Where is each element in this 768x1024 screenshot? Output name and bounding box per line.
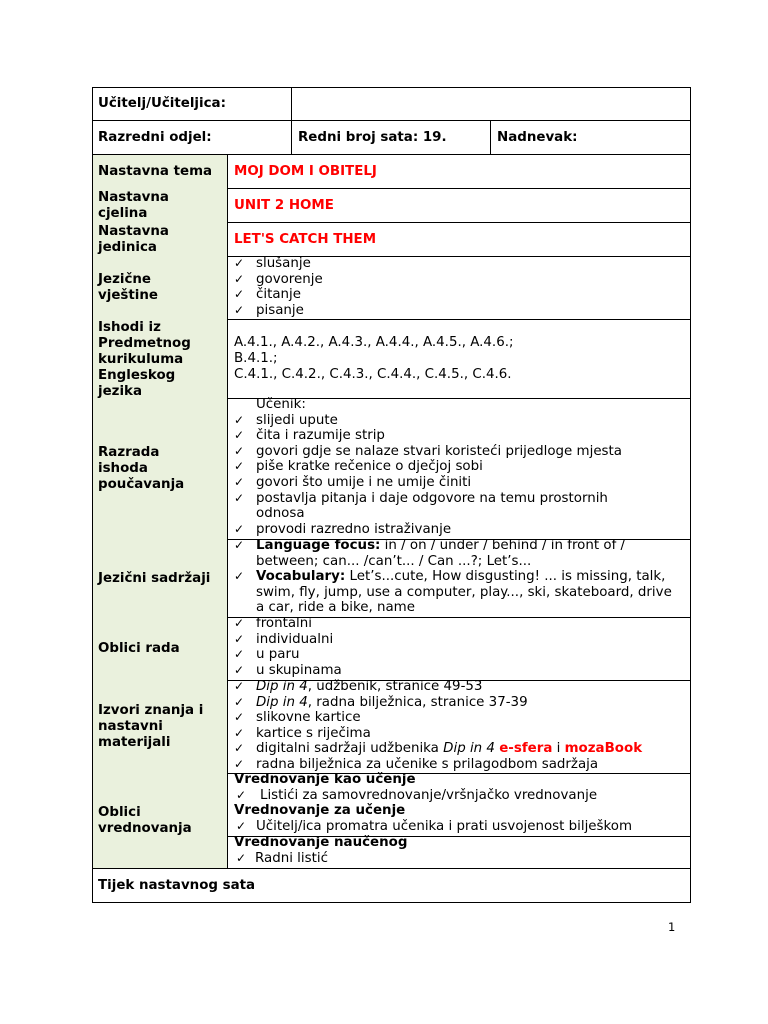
page-number: 1 [668, 920, 676, 934]
list-item: ✓ Učitelj/ica promatra učenika i prati usvojenost bilješkom [234, 819, 686, 835]
list-item: ✓ Dip in 4, radna bilježnica, stranice 37-39 [232, 695, 687, 711]
outcome-elaboration-list [232, 397, 687, 539]
teacher-value [298, 88, 688, 120]
lesson-number-label: Redni broj sata: 19. [298, 129, 447, 145]
list-item: ✓ slušanje [232, 256, 687, 272]
list-item: ✓ piše kratke rečenice o dječjoj sobi [232, 459, 687, 475]
lesson-value: LET'S CATCH THEM [234, 232, 377, 247]
list-item: ✓ postavlja pitanja i daje odgovore na temu prostornih odnosa [232, 491, 687, 522]
list-item: ✓ kartice s riječima [232, 726, 687, 742]
lesson-label: Nastavna jedinica [98, 223, 169, 255]
assessment-summative [234, 835, 686, 868]
list-item: ✓ pisanje [232, 303, 687, 319]
work-forms-list [232, 616, 687, 680]
assessment-label: Oblici vrednovanja [98, 805, 192, 836]
assessment-types [234, 772, 686, 836]
list-item: ✓ slikovne kartice [232, 710, 687, 726]
assessment-heading: Vrednovanje kao učenje [234, 772, 416, 787]
list-item: ✓ u paru [232, 647, 687, 663]
teacher-label: Učitelj/Učiteljica: [98, 96, 226, 111]
list-item: ✓ govori što umije i ne umije činiti [232, 475, 687, 491]
list-item: ✓ digitalni sadržaji udžbenika Dip in 4 e-sfera i mozaBook [232, 741, 687, 757]
sources-list [232, 679, 687, 773]
skills-list [232, 256, 687, 318]
outcomes-label: Ishodi iz Predmetnog kurikuluma Engleskog jezika [98, 320, 191, 399]
list-item: ✓ govori gdje se nalaze stvari koristeći prijedloge mjesta [232, 444, 687, 460]
list-item: ✓ u skupinama [232, 663, 687, 679]
topic-value: MOJ DOM I OBITELJ [234, 164, 377, 179]
lesson-plan-table [92, 87, 691, 903]
assessment-heading: Vrednovanje naučenog [234, 835, 408, 850]
list-item: ✓ provodi razredno istraživanje [232, 522, 687, 538]
class-label: Razredni odjel: [98, 129, 212, 145]
unit-label: Nastavna cjelina [98, 189, 169, 221]
topic-label: Nastavna tema [98, 163, 213, 179]
language-content-label: Jezični sadržaji [98, 570, 211, 586]
list-item: ✓ Vocabulary: Let’s...cute, How disgusting! ... is missing, talk, swim, fly, jump, use a computer, play..., ski, skateboard, drive a car, ride a bike, name [232, 569, 682, 616]
language-content-list [232, 538, 682, 617]
work-forms-label: Oblici rada [98, 641, 180, 656]
list-item: ✓ čita i razumije strip [232, 428, 687, 444]
list-item: ✓ Dip in 4, udžbenik, stranice 49-53 [232, 679, 687, 695]
list-item: ✓ čitanje [232, 287, 687, 303]
intro-text: Učenik: [256, 397, 306, 412]
assessment-heading: Vrednovanje za učenje [234, 803, 406, 819]
sources-label: Izvori znanja i nastavni materijali [98, 703, 204, 750]
list-item: ✓ Language focus: in / on / under / behind / in front of / between; can... /can’t... / Can ...?; Let’s... [232, 538, 682, 569]
list-item: ✓ frontalni [232, 616, 687, 632]
date-label: Nadnevak: [497, 129, 578, 145]
skills-label: Jezične vještine [98, 272, 158, 303]
outcome-elaboration-label: Razrada ishoda poučavanja [98, 445, 185, 492]
list-item: ✓ slijedi upute [232, 413, 687, 429]
unit-value: UNIT 2 HOME [234, 198, 334, 213]
list-item: ✓ individualni [232, 632, 687, 648]
list-item: ✓ radna bilježnica za učenike s prilagodbom sadržaja [232, 757, 687, 773]
list-item: ✓ Radni listić [234, 851, 686, 867]
lesson-flow-label: Tijek nastavnog sata [98, 877, 256, 893]
list-item: ✓ govorenje [232, 272, 687, 288]
outcomes-codes: A.4.1., A.4.2., A.4.3., A.4.4., A.4.5., A.4.6.; B.4.1.; C.4.1., C.4.2., C.4.3., C.4.4., C.4.5., C.4.6. [234, 335, 514, 382]
list-item: ✓ Listići za samovrednovanje/vršnjačko vrednovanje [234, 788, 686, 804]
